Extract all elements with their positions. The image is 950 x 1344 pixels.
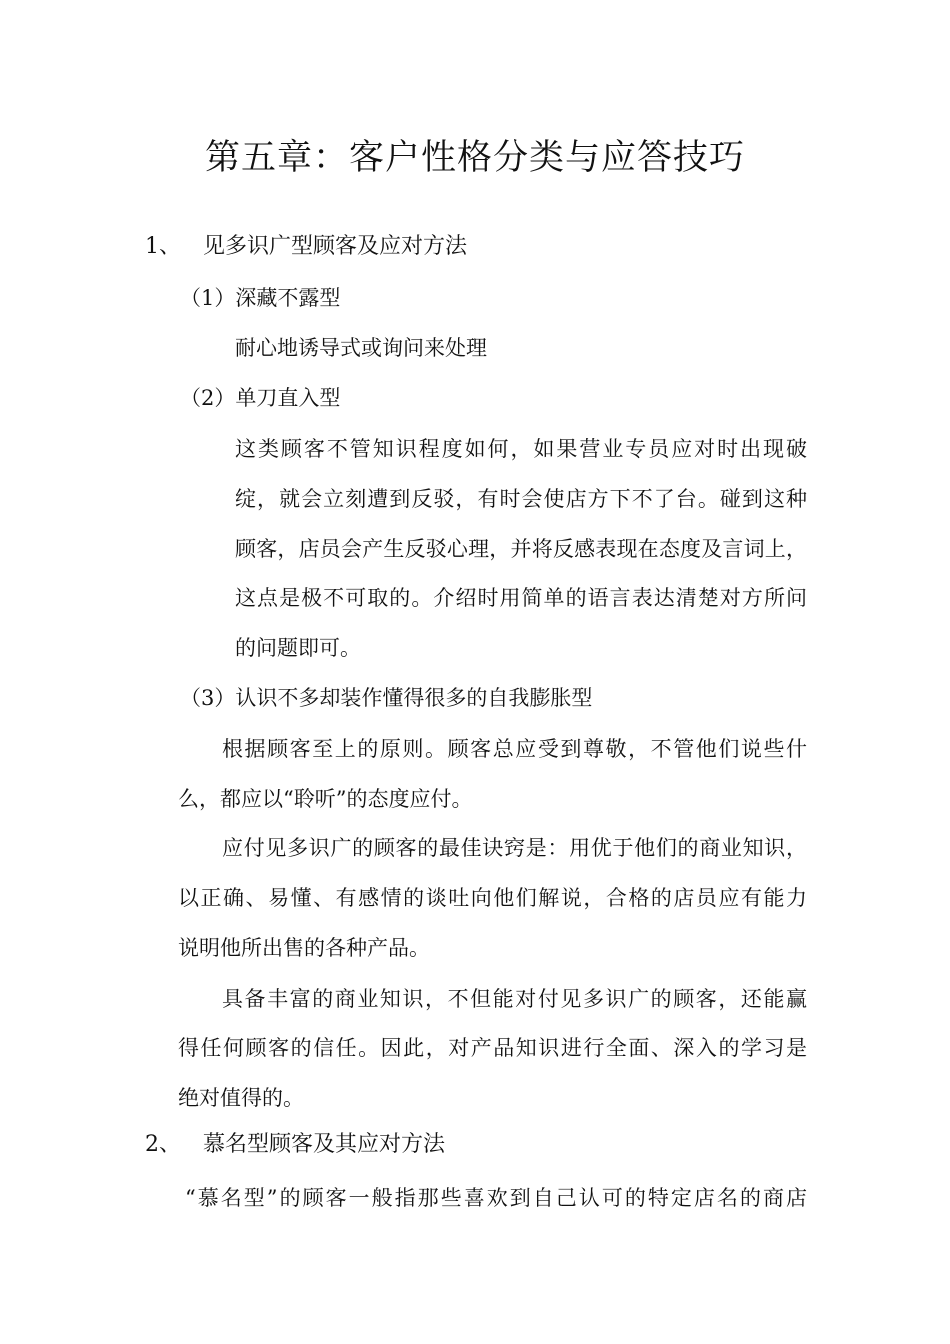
subsection-2-line: 的问题即可。: [235, 636, 361, 660]
subsection-1-label: （1）深藏不露型: [180, 286, 341, 310]
subsection-3-line: 么，都应以“聆听”的态度应付。: [178, 787, 473, 811]
subsection-3-line: 根据顾客至上的原则。顾客总应受到尊敬，不管他们说些什: [222, 737, 807, 761]
subsection-2-line: 这点是极不可取的。介绍时用简单的语言表达清楚对方所问: [235, 586, 807, 610]
subsection-3-label: （3）认识不多却装作懂得很多的自我膨胀型: [180, 686, 593, 710]
paragraph-line: 具备丰富的商业知识，不但能对付见多识广的顾客，还能赢: [222, 987, 807, 1011]
subsection-2-line: 这类顾客不管知识程度如何，如果营业专员应对时出现破: [235, 437, 807, 461]
subsection-1-line: 耐心地诱导式或询问来处理: [235, 336, 487, 360]
paragraph-line: 说明他所出售的各种产品。: [178, 936, 430, 960]
paragraph-line: 绝对值得的。: [178, 1086, 304, 1110]
subsection-2-line: 顾客，店员会产生反驳心理，并将反感表现在态度及言词上，: [235, 537, 807, 561]
paragraph-line: 得任何顾客的信任。因此，对产品知识进行全面、深入的学习是: [178, 1036, 807, 1060]
section-2-number: 2、: [145, 1132, 181, 1157]
section-1-number: 1、: [145, 234, 181, 259]
chapter-title: 第五章：客户性格分类与应答技巧: [204, 138, 745, 178]
section-2-title: 慕名型顾客及其应对方法: [203, 1132, 446, 1157]
paragraph-line: “慕名型”的顾客一般指那些喜欢到自己认可的特定店名的商店: [185, 1186, 807, 1210]
paragraph-line: 应付见多识广的顾客的最佳诀窍是：用优于他们的商业知识，: [222, 836, 807, 860]
subsection-2-label: （2）单刀直入型: [180, 386, 341, 410]
section-1-title: 见多识广型顾客及应对方法: [203, 234, 468, 259]
subsection-2-line: 绽，就会立刻遭到反驳，有时会使店方下不了台。碰到这种: [235, 487, 807, 511]
paragraph-line: 以正确、易懂、有感情的谈吐向他们解说，合格的店员应有能力: [178, 886, 807, 910]
